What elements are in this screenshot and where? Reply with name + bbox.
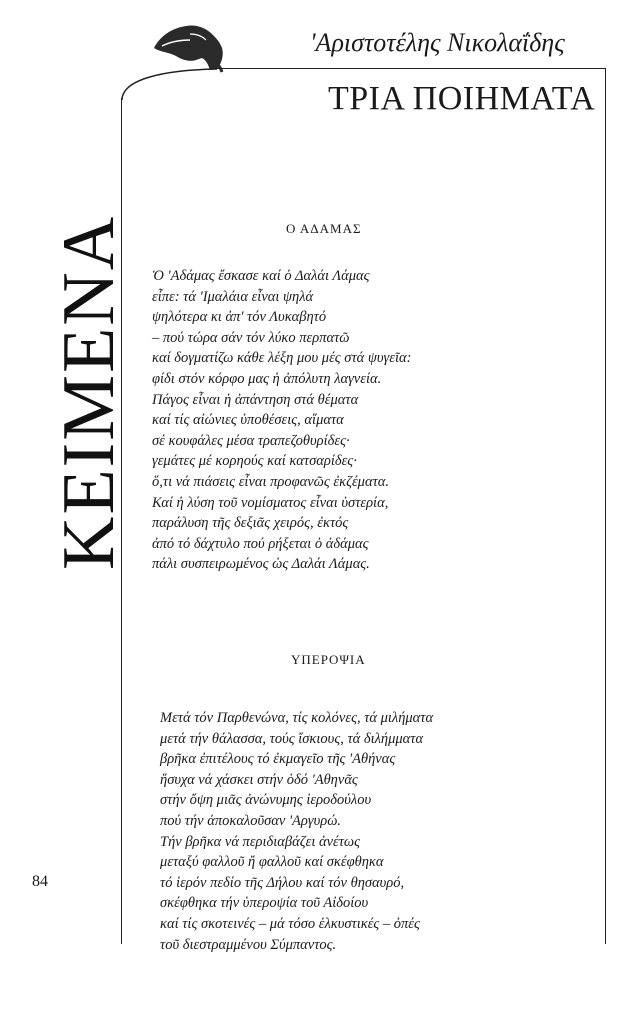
poem-line: βρῆκα ἐπιτέλους τό ἐκμαγεῖο τῆς 'Αθήνας [160, 751, 396, 768]
poem-body [160, 708, 433, 955]
author-name: 'Αριστοτέλης Νικολαΐδης [310, 28, 565, 57]
poem-line: καί τίς αἰώνιες ὑποθέσεις, αἵματα [152, 412, 344, 429]
poem-line: μετά τήν θάλασσα, τούς ἴσκιους, τά διλήμματα [160, 730, 424, 747]
frame-right-line [605, 68, 606, 944]
poem-title: Ο ΑΔΑΜΑΣ [286, 221, 362, 236]
poem-line: ἥσυχα νά χάσκει στήν ὁδό 'Αθηνᾶς [160, 771, 358, 788]
article-title: ΤΡΙΑ ΠΟΙΗΜΑΤΑ [328, 80, 596, 117]
poem-title: ΥΠΕΡΟΨΙΑ [291, 652, 366, 667]
poem-line: τοῦ διεστραμμένου Σύμπαντος. [160, 936, 337, 953]
poem-line: μεταξύ φαλλοῦ ἤ φαλλοῦ καί σκέφθηκα [160, 854, 384, 871]
poem-line: πού τήν ἀποκαλοῦσαν 'Αργυρώ. [160, 812, 341, 829]
poem-line: ψηλότερα κι ἀπ' τόν Λυκαβητό [152, 309, 327, 326]
poem-line: παράλυση τῆς δεξιᾶς χειρός, ἐκτός [152, 515, 349, 532]
frame-top-line [216, 68, 606, 69]
poem-line: φίδι στόν κόρφο μας ἡ ἀπόλυτη λαγνεία. [152, 370, 382, 387]
poem-line: Μετά τόν Παρθενώνα, τίς κολόνες, τά μιλήματα [160, 710, 434, 726]
poem-body [152, 266, 411, 575]
poem-line: τό ἱερόν πεδίο τῆς Δήλου καί τόν θησαυρό, [160, 874, 405, 891]
poem-line: σκέφθηκα τήν ὑπεροψία τοῦ Αἰδοίου [160, 895, 369, 912]
poem-line: καί δογματίζω κάθε λέξη μου μές στά ψυγεῖα: [152, 350, 412, 367]
poem-line: καί τίς σκοτεινές – μά τόσο ἑλκυστικές – ὀπές [160, 915, 420, 932]
poem-line: στήν ὄψη μιᾶς ἀνώνυμης ἱεροδούλου [160, 792, 372, 809]
poem-line: Ὁ 'Αδάμας ἔσκασε καί ὁ Δαλάι Λάμας [152, 268, 370, 284]
poem-line: Πάγος εἶναι ἡ ἀπάντηση στά θέματα [152, 391, 359, 408]
magazine-vertical-title: ΚΕΙΜΕΝΑ [48, 214, 130, 570]
poem-line: γεμάτες μέ κορηούς καί κατσαρίδες· [152, 453, 357, 470]
poem-line: ὅ,τι νά πιάσεις εἶναι προφανῶς ἐκζέματα. [152, 473, 389, 490]
poem-line: σέ κουφάλες μέσα τραπεζοθυρίδες· [152, 432, 350, 449]
pointing-hand-icon [150, 18, 228, 74]
poem-line: εἶπε: τά 'Ιμαλάια εἶναι ψηλά [152, 288, 314, 305]
page-number: 84 [32, 873, 48, 890]
poem-line: Καί ἡ λύση τοῦ νομίσματος εἶναι ὑστερία, [152, 494, 389, 511]
poem-line: Τήν βρῆκα νά περιδιαβάζει ἀνέτως [160, 833, 361, 850]
frame-corner-curve [121, 68, 217, 100]
frame-left-line [121, 98, 122, 944]
poem-line: πάλι συσπειρωμένος ὡς Δαλάι Λάμας. [152, 556, 370, 573]
poem-line: – πού τώρα σάν τόν λύκο περπατῶ [152, 329, 350, 346]
poem-line: ἀπό τό δάχτυλο πού ρήξεται ὁ ἀδάμας [152, 535, 369, 552]
